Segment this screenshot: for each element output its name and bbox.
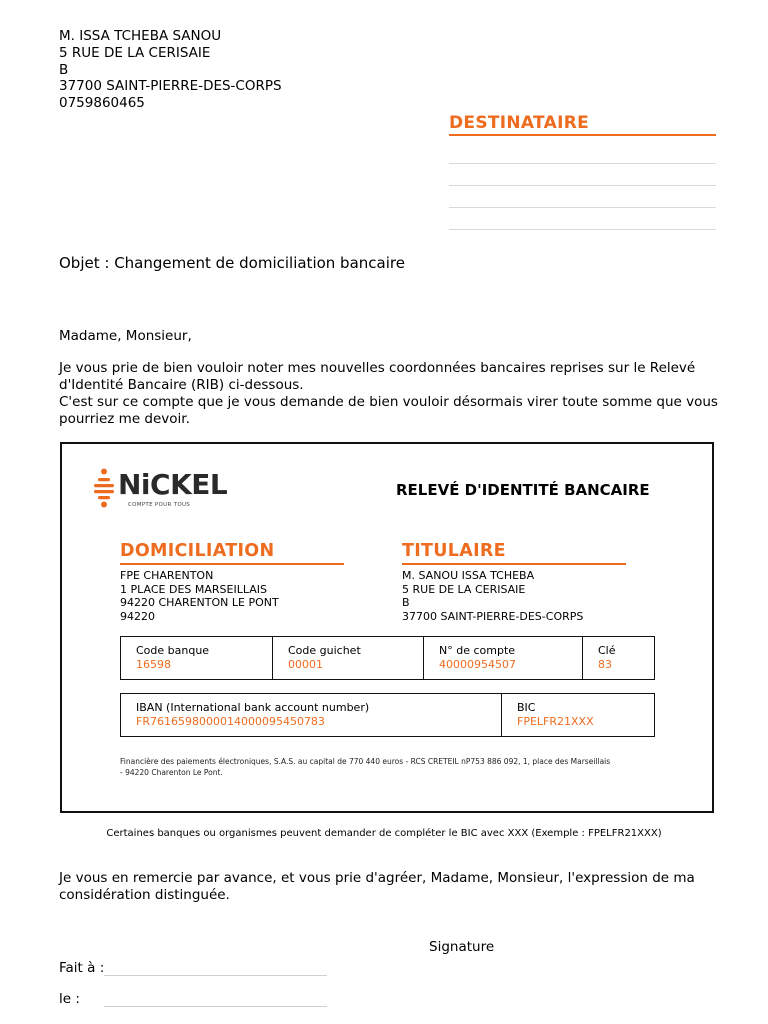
nickel-logo-text: NiCKEL — [118, 468, 228, 501]
numero-compte-label: N° de compte — [439, 644, 516, 657]
closing-paragraph — [59, 870, 719, 904]
titulaire-title: TITULAIRE — [402, 541, 506, 561]
numero-compte-cell — [424, 637, 583, 679]
code-banque-value: 16598 — [136, 658, 171, 671]
recipient-line-2[interactable] — [449, 185, 716, 186]
domiciliation-line-4: 94220 — [120, 609, 155, 623]
fait-a-label: Fait à : — [59, 960, 105, 976]
letter-subject: Objet : Changement de domiciliation bancaire — [59, 254, 405, 272]
code-guichet-cell — [273, 637, 424, 679]
code-banque-cell — [121, 637, 273, 679]
domiciliation-address — [120, 569, 279, 623]
sender-name: M. ISSA TCHEBA SANOU — [59, 28, 222, 44]
code-guichet-label: Code guichet — [288, 644, 361, 657]
salutation: Madame, Monsieur, — [59, 328, 192, 344]
domiciliation-underline — [120, 563, 344, 565]
sender-phone: 0759860465 — [59, 95, 145, 112]
titulaire-line-2: 5 RUE DE LA CERISAIE — [402, 582, 526, 596]
iban-bic-table — [120, 693, 655, 737]
fait-a-field[interactable] — [104, 975, 327, 976]
code-banque-label: Code banque — [136, 644, 210, 657]
bic-value: FPELFR21XXX — [517, 715, 594, 728]
recipient-title: DESTINATAIRE — [449, 113, 590, 133]
code-guichet-value: 00001 — [288, 658, 323, 671]
body-line-3: C'est sur ce compte que je vous demande de bien vouloir désormais virer toute somme que vous — [59, 394, 718, 410]
iban-label: IBAN (International bank account number) — [136, 701, 370, 714]
cle-value: 83 — [598, 658, 612, 671]
letter-body — [59, 360, 719, 428]
legal-line-1: Financière des paiements électroniques, S.A.S. au capital de 770 440 euros - RCS CRETEIL nP753 886 092, 1, place des Marseillais — [120, 757, 611, 766]
sender-address — [59, 28, 282, 112]
numero-compte-value: 40000954507 — [439, 658, 516, 671]
closing-line-2: considération distinguée. — [59, 887, 230, 903]
domiciliation-line-2: 1 PLACE DES MARSEILLAIS — [120, 582, 267, 596]
bank-codes-table — [120, 636, 655, 680]
titulaire-line-3: B — [402, 596, 410, 609]
titulaire-line-1: M. SANOU ISSA TCHEBA — [402, 569, 535, 582]
body-line-2: d'Identité Bancaire (RIB) ci-dessous. — [59, 377, 304, 393]
recipient-line-3[interactable] — [449, 207, 716, 208]
sender-city: 37700 SAINT-PIERRE-DES-CORPS — [59, 78, 282, 95]
titulaire-line-4: 37700 SAINT-PIERRE-DES-CORPS — [402, 609, 584, 623]
body-line-4: pourriez me devoir. — [59, 411, 190, 427]
iban-cell — [121, 694, 502, 736]
legal-line-2: - 94220 Charenton Le Pont. — [120, 767, 223, 777]
bic-label: BIC — [517, 701, 536, 714]
cle-cell — [583, 637, 653, 679]
nickel-logo-tagline: COMPTE POUR TOUS — [128, 502, 191, 508]
sender-complement: B — [59, 61, 69, 78]
recipient-title-underline — [449, 134, 716, 136]
legal-mentions — [120, 757, 660, 778]
domiciliation-title: DOMICILIATION — [120, 541, 275, 561]
bic-cell — [502, 694, 653, 736]
closing-line-1: Je vous en remercie par avance, et vous prie d'agréer, Madame, Monsieur, l'expression de ma — [59, 870, 695, 886]
recipient-line-4[interactable] — [449, 229, 716, 230]
date-field[interactable] — [104, 1006, 327, 1007]
rib-title: RELEVÉ D'IDENTITÉ BANCAIRE — [396, 481, 650, 499]
date-label: le : — [59, 991, 80, 1007]
sender-street: 5 RUE DE LA CERISAIE — [59, 44, 211, 61]
signature-label: Signature — [429, 939, 495, 955]
titulaire-address — [402, 569, 583, 623]
recipient-line-1[interactable] — [449, 163, 716, 164]
nickel-logo-icon — [93, 468, 115, 508]
iban-value: FR7616598000014000095450783 — [136, 715, 325, 728]
body-line-1: Je vous prie de bien vouloir noter mes nouvelles coordonnées bancaires reprises sur le Relevé — [59, 360, 696, 376]
bic-note: Certaines banques ou organismes peuvent demander de compléter le BIC avec XXX (Exemple : FPELFR21XXX) — [106, 828, 662, 839]
titulaire-underline — [402, 563, 626, 565]
domiciliation-line-3: 94220 CHARENTON LE PONT — [120, 596, 279, 609]
domiciliation-line-1: FPE CHARENTON — [120, 569, 214, 582]
cle-label: Clé — [598, 644, 616, 657]
